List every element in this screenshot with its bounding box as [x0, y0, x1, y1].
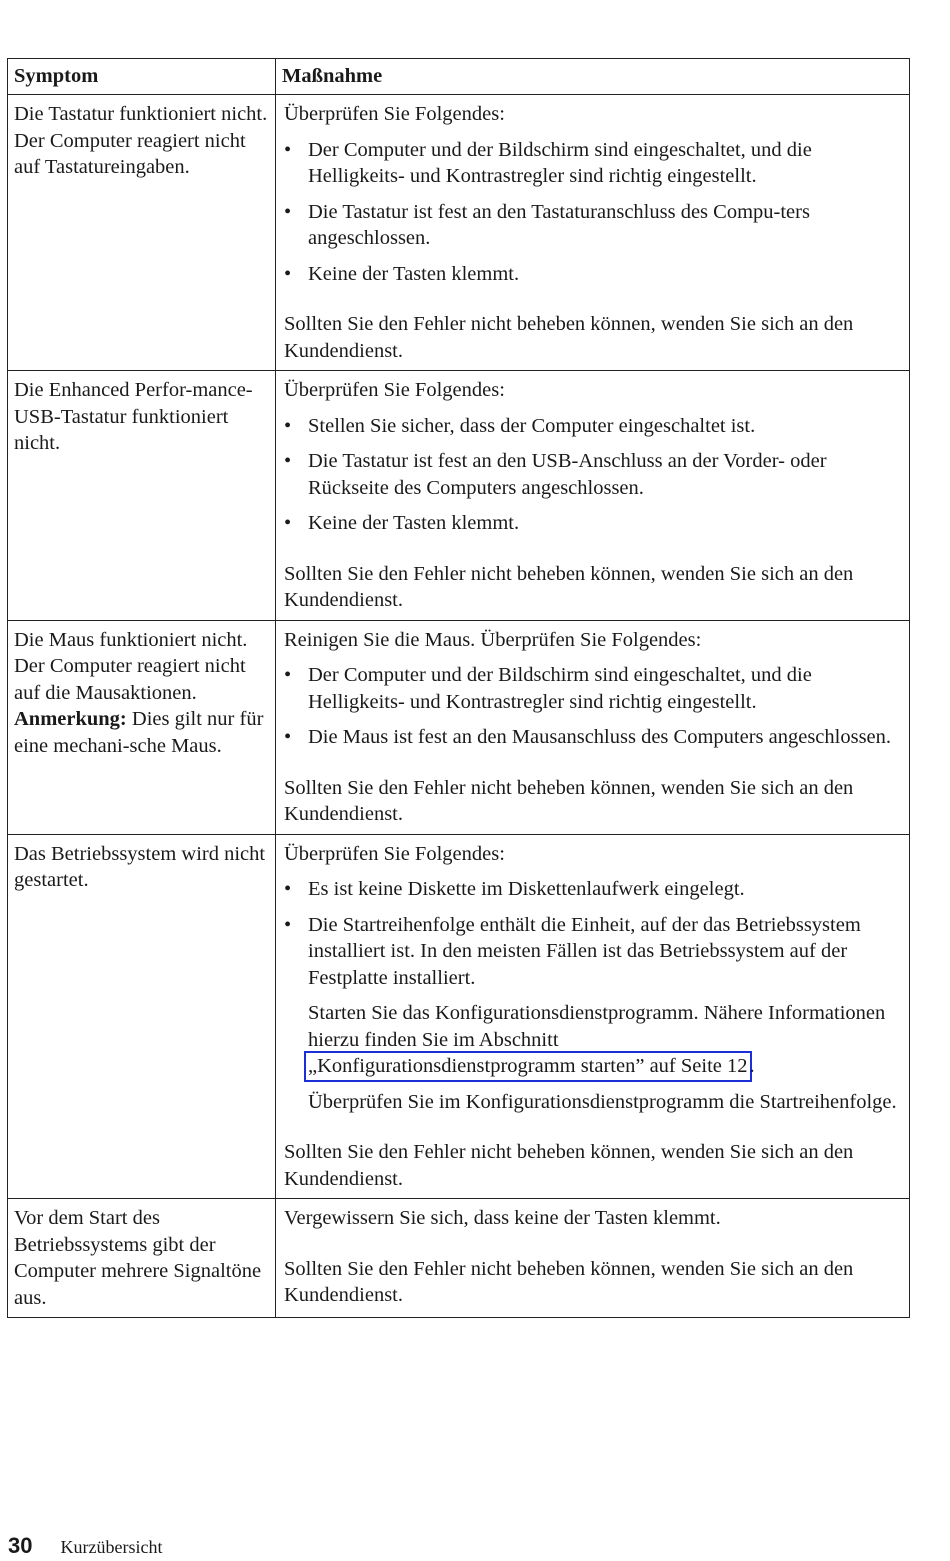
list-item: [284, 662, 901, 715]
list-item-text: Die Tastatur ist fest an den USB-Anschluss an der Vorder- oder Rückseite des Computers angeschlossen.: [308, 450, 827, 499]
action-intro: Überprüfen Sie Folgendes:: [284, 379, 505, 401]
action-intro: Vergewissern Sie sich, dass keine der Tasten klemmt.: [284, 1207, 721, 1229]
list-item: [284, 413, 901, 440]
header-action: Maßnahme: [276, 59, 910, 95]
bullet-icon: •: [284, 262, 292, 285]
list-item-text: Die Tastatur ist fest an den Tastaturanschluss des Compu-ters angeschlossen.: [308, 200, 810, 249]
bullet-icon: •: [284, 200, 292, 223]
list-item: [284, 261, 901, 288]
bullet-icon: •: [284, 664, 292, 686]
list-item: [284, 448, 901, 501]
list-item-text: Keine der Tasten klemmt.: [308, 262, 520, 285]
bullet-icon: •: [284, 138, 292, 161]
action-outro: Sollten Sie den Fehler nicht beheben können, wenden Sie sich an den Kundendienst.: [284, 1141, 854, 1190]
list-item: [284, 724, 901, 751]
action-bullet-list: [284, 876, 901, 1115]
action-outro: Sollten Sie den Fehler nicht beheben können, wenden Sie sich an den Kundendienst.: [284, 562, 854, 611]
action-outro: Sollten Sie den Fehler nicht beheben können, wenden Sie sich an den Kundendienst.: [284, 776, 854, 825]
table-row: [8, 834, 910, 1199]
bullet-icon: •: [284, 913, 292, 936]
note-label: Anmerkung:: [14, 708, 127, 730]
action-intro: Überprüfen Sie Folgendes:: [284, 842, 505, 865]
list-item: [284, 876, 901, 903]
cross-reference-link[interactable]: „Konfigurationsdienstprogramm starten” auf Seite 12: [306, 1053, 750, 1080]
list-item-text: Die Maus ist fest an den Mausanschluss des Computers angeschlossen.: [308, 726, 892, 748]
table-row: [8, 95, 910, 371]
action-intro: Überprüfen Sie Folgendes:: [284, 103, 505, 125]
table-header-row: [8, 59, 910, 95]
bullet-icon: •: [284, 414, 292, 437]
action-intro: Reinigen Sie die Maus. Überprüfen Sie Folgendes:: [284, 628, 702, 651]
bullet-icon: •: [284, 726, 292, 748]
sub-paragraph: Überprüfen Sie im Konfigurationsdienstprogramm die Startreihenfolge.: [308, 1090, 897, 1113]
header-symptom: Symptom: [8, 59, 276, 95]
troubleshooting-table: [7, 58, 910, 1318]
page-footer: [8, 1533, 162, 1561]
list-item-text: Die Startreihenfolge enthält die Einheit, auf der das Betriebssystem installiert ist. In den meisten Fällen ist das Betriebssystem auf der Festplatte installiert.: [308, 913, 861, 989]
action-bullet-list: [284, 413, 901, 537]
troubleshooting-table-container: [7, 58, 910, 1318]
bullet-icon: •: [284, 878, 292, 900]
symptom-cell: Das Betriebssystem wird nicht gestartet.: [8, 834, 276, 1199]
action-cell: [276, 620, 910, 834]
sub-paragraph-text: Starten Sie das Konfigurationsdienstprogramm. Nähere Informationen hierzu finden Sie im Abschnitt: [308, 1002, 886, 1051]
list-item-text: Es ist keine Diskette im Diskettenlaufwerk eingelegt.: [308, 878, 745, 900]
table-row: [8, 371, 910, 621]
symptom-text: Die Maus funktioniert nicht. Der Computer reagiert nicht auf die Mausaktionen.: [14, 628, 248, 704]
action-cell: [276, 1199, 910, 1318]
table-row: [8, 620, 910, 834]
list-item-text: Keine der Tasten klemmt.: [308, 512, 520, 534]
note-text: Dies gilt nur für eine mechani-sche Maus.: [14, 708, 264, 757]
symptom-cell: Vor dem Start des Betriebssystems gibt der Computer mehrere Signaltöne aus.: [8, 1199, 276, 1318]
list-item: [284, 137, 901, 190]
list-item: [284, 912, 901, 1116]
action-cell: [276, 834, 910, 1199]
action-bullet-list: [284, 662, 901, 751]
action-outro: Sollten Sie den Fehler nicht beheben können, wenden Sie sich an den Kundendienst.: [284, 1257, 854, 1306]
action-bullet-list: [284, 137, 901, 288]
symptom-cell: Die Tastatur funktioniert nicht. Der Computer reagiert nicht auf Tastatureingaben.: [8, 95, 276, 371]
document-title: Kurzübersicht: [60, 1537, 163, 1557]
symptom-cell: [8, 620, 276, 834]
list-item-text: Der Computer und der Bildschirm sind eingeschaltet, und die Helligkeits- und Kontrastregler sind richtig eingestellt.: [308, 664, 812, 713]
action-cell: [276, 371, 910, 621]
sub-paragraph: [308, 1000, 901, 1080]
list-item-text: Stellen Sie sicher, dass der Computer eingeschaltet ist.: [308, 414, 756, 437]
action-cell: [276, 95, 910, 371]
link-suffix: .: [749, 1055, 755, 1077]
bullet-icon: •: [284, 512, 292, 534]
list-item-text: Der Computer und der Bildschirm sind eingeschaltet, und die Helligkeits- und Kontrastregler sind richtig eingestellt.: [308, 138, 812, 187]
page-number: 30: [8, 1533, 33, 1558]
symptom-cell: Die Enhanced Perfor-mance-USB-Tastatur funktioniert nicht.: [8, 371, 276, 621]
bullet-icon: •: [284, 450, 292, 472]
action-outro: Sollten Sie den Fehler nicht beheben können, wenden Sie sich an den Kundendienst.: [284, 313, 854, 362]
list-item: [284, 199, 901, 252]
list-item: [284, 510, 901, 537]
table-row: [8, 1199, 910, 1318]
